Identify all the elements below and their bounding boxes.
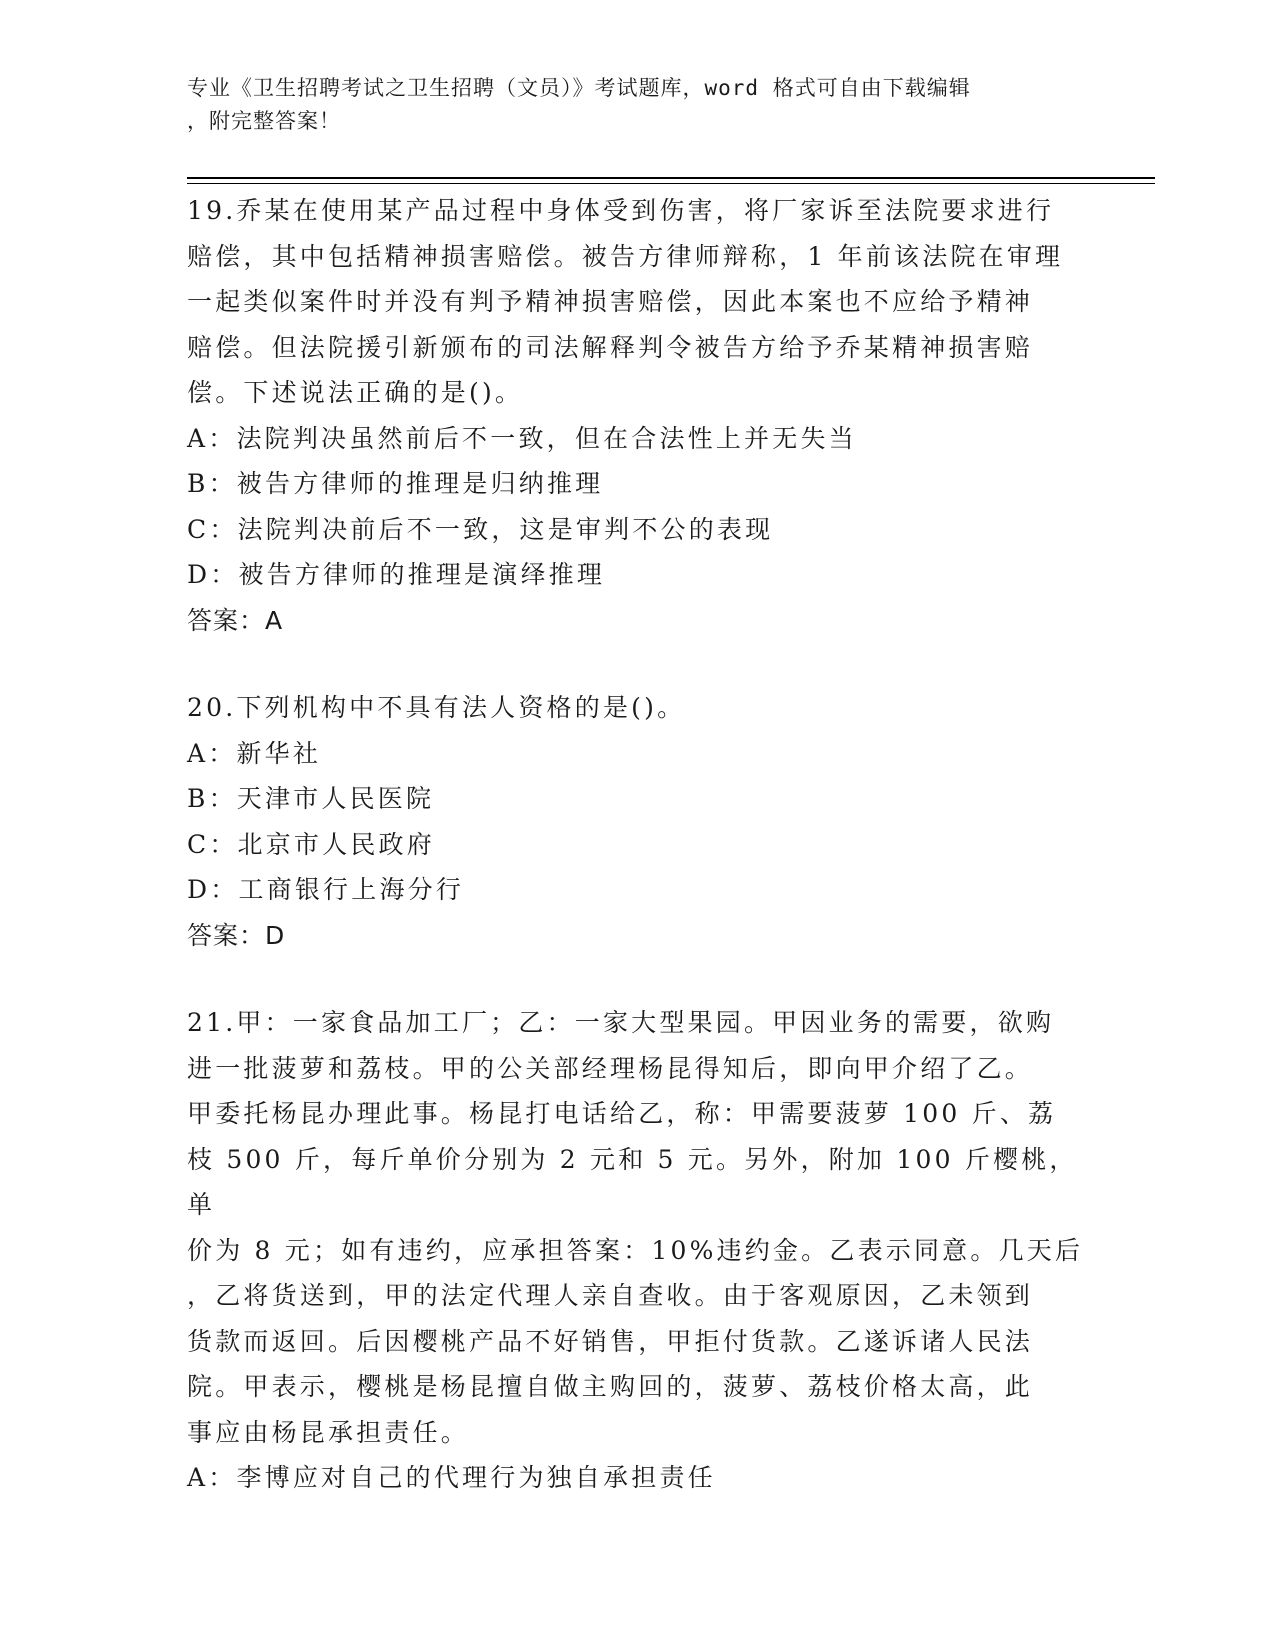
question-text-line: 价为 8 元；如有违约，应承担答案：10%违约金。乙表示同意。几天后 xyxy=(187,1235,1084,1265)
header-divider-thin xyxy=(187,183,1155,184)
question-text-line: 19.乔某在使用某产品过程中身体受到伤害，将厂家诉至法院要求进行 xyxy=(187,196,1055,225)
option-a: A：法院判决虽然前后不一致，但在合法性上并无失当 xyxy=(187,423,857,453)
question-text-line: 进一批菠萝和荔枝。甲的公关部经理杨昆得知后，即向甲介绍了乙。 xyxy=(187,1053,1034,1083)
question-text-line: 甲委托杨昆办理此事。杨昆打电话给乙，称：甲需要菠萝 100 斤、荔 xyxy=(187,1099,1057,1128)
header-line-2: ，附完整答案！ xyxy=(187,109,341,133)
question-20 xyxy=(187,685,1087,958)
question-text-line: 院。甲表示，樱桃是杨昆擅自做主购回的，菠萝、荔枝价格太高，此 xyxy=(187,1372,1034,1401)
question-text-line: ，乙将货送到，甲的法定代理人亲自查收。由于客观原因，乙未领到 xyxy=(187,1281,1034,1310)
answer-line: 答案：A xyxy=(187,605,284,635)
header-divider-thick xyxy=(187,177,1155,179)
document-header xyxy=(187,72,1087,138)
option-c: C：北京市人民政府 xyxy=(187,829,435,859)
option-a: A：新华社 xyxy=(187,738,322,768)
question-text-line: 事应由杨昆承担责任。 xyxy=(187,1417,470,1447)
question-list xyxy=(187,188,1087,1543)
option-d: D：工商银行上海分行 xyxy=(187,875,465,904)
option-b: B：被告方律师的推理是归纳推理 xyxy=(187,469,604,498)
question-text-line: 一起类似案件时并没有判予精神损害赔偿，因此本案也不应给予精神 xyxy=(187,287,1034,316)
question-text-line: 货款而返回。后因樱桃产品不好销售，甲拒付货款。乙遂诉诸人民法 xyxy=(187,1326,1034,1356)
option-c: C：法院判决前后不一致，这是审判不公的表现 xyxy=(187,514,774,544)
header-line-1: 专业《卫生招聘考试之卫生招聘（文员）》考试题库，word 格式可自由下载编辑 xyxy=(187,76,971,100)
option-d: D：被告方律师的推理是演绎推理 xyxy=(187,560,606,589)
option-a: A：李博应对自己的代理行为独自承担责任 xyxy=(187,1463,716,1492)
question-19 xyxy=(187,188,1087,643)
question-text-line: 枝 500 斤，每斤单价分别为 2 元和 5 元。另外，附加 100 斤樱桃，单 xyxy=(187,1144,1078,1219)
option-b: B：天津市人民医院 xyxy=(187,784,435,813)
question-text-line: 赔偿。但法院援引新颁布的司法解释判令被告方给予乔某精神损害赔 xyxy=(187,332,1034,362)
question-text-line: 20.下列机构中不具有法人资格的是()。 xyxy=(187,693,686,722)
question-21 xyxy=(187,1000,1087,1501)
answer-line: 答案：D xyxy=(187,920,286,950)
question-text-line: 偿。下述说法正确的是()。 xyxy=(187,378,524,407)
question-text-line: 赔偿，其中包括精神损害赔偿。被告方律师辩称，1 年前该法院在审理 xyxy=(187,241,1064,271)
question-text-line: 21.甲：一家食品加工厂；乙：一家大型果园。甲因业务的需要，欲购 xyxy=(187,1008,1055,1037)
